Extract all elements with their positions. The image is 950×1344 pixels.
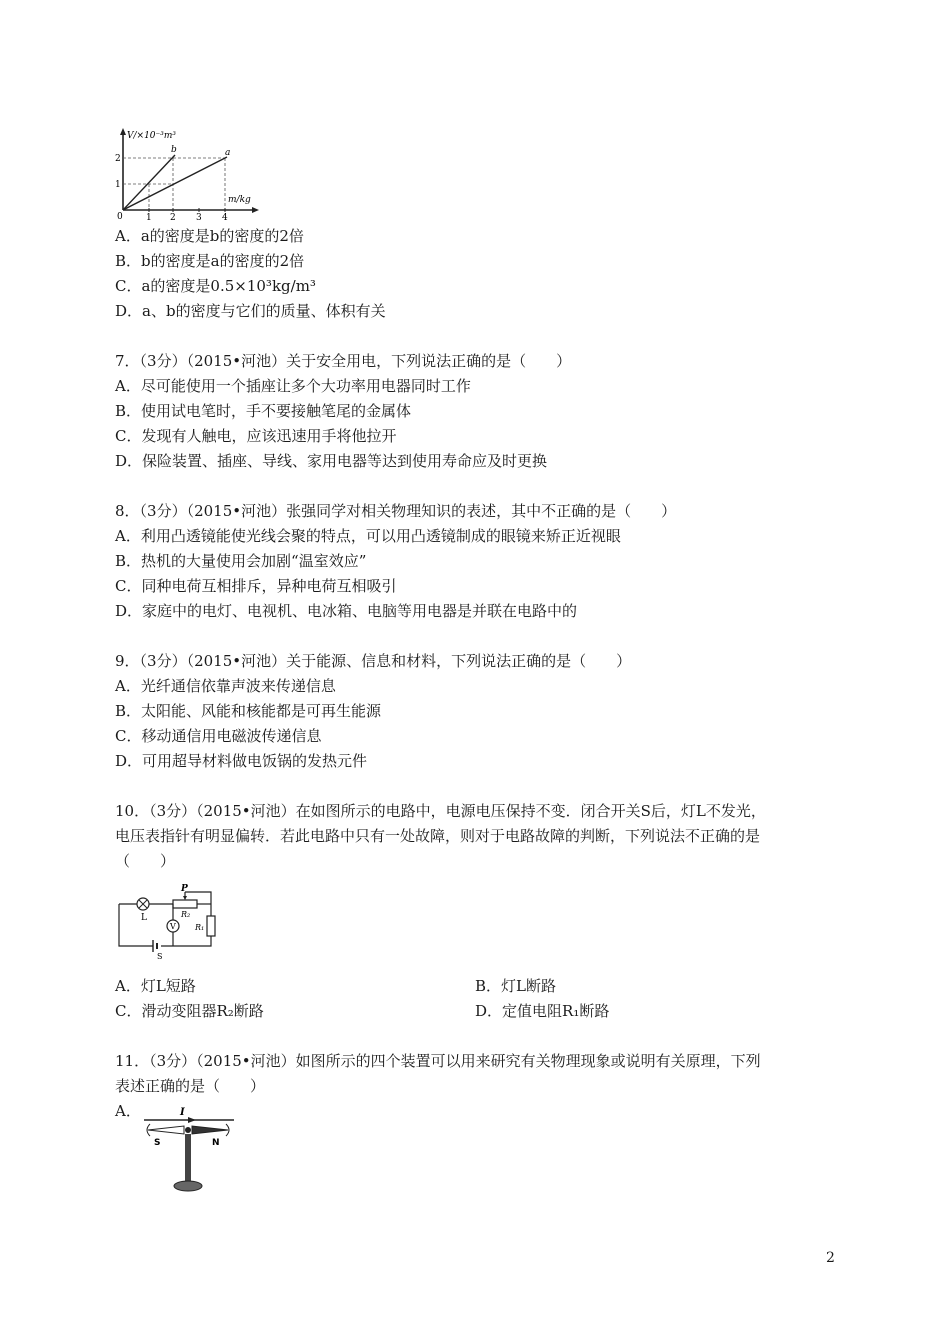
q6-option-a: A．a的密度是b的密度的2倍 <box>115 227 304 245</box>
q10-stem-line-3: （ ） <box>115 852 176 870</box>
q9-option-b: B．太阳能、风能和核能都是可再生能源 <box>115 702 382 720</box>
q7-option-a: A．尽可能使用一个插座让多个大功率用电器同时工作 <box>115 377 471 395</box>
r1-label: R₁ <box>195 923 205 932</box>
q7-option-c: C．发现有人触电，应该迅速用手将他拉开 <box>115 427 397 445</box>
north-pole-label: N <box>212 1138 220 1148</box>
q8-option-b: B．热机的大量使用会加剧“温室效应” <box>115 552 367 570</box>
q11-stem-line-2: 表述正确的是（ ） <box>115 1077 266 1095</box>
y-tick-label: 2 <box>115 154 121 164</box>
y-tick-label: 1 <box>115 180 121 190</box>
q8-option-a: A．利用凸透镜能使光线会聚的特点，可以用凸透镜制成的眼镜来矫正近视眼 <box>115 527 621 545</box>
x-tick-label: 4 <box>222 213 228 220</box>
x-tick-label: 1 <box>146 213 152 220</box>
q10-option-a: A．灯L短路 <box>115 977 196 995</box>
switch-label: S <box>157 952 163 960</box>
q9-option-a: A．光纤通信依靠声波来传递信息 <box>115 677 336 695</box>
q10-option-d: D．定值电阻R₁断路 <box>475 1002 610 1020</box>
circuit-diagram <box>113 884 225 960</box>
page-number: 2 <box>826 1250 835 1266</box>
y-axis-label: V/×10⁻³m³ <box>127 131 177 141</box>
q9-option-d: D．可用超导材料做电饭锅的发热元件 <box>115 752 368 770</box>
x-axis-label: m/kg <box>228 195 251 205</box>
current-label: I <box>180 1107 185 1118</box>
q7-option-d: D．保险装置、插座、导线、家用电器等达到使用寿命应及时更换 <box>115 452 548 470</box>
q6-option-d: D．a、b的密度与它们的质量、体积有关 <box>115 302 386 320</box>
south-pole-label: S <box>154 1138 161 1148</box>
q6-option-c: C．a的密度是0.5×10³kg/m³ <box>115 277 316 295</box>
q7-stem: 7．（3分）（2015•河池）关于安全用电，下列说法正确的是（ ） <box>115 352 572 370</box>
voltmeter-label: V <box>170 922 176 931</box>
r2-label: R₂ <box>181 910 191 919</box>
density-graph <box>113 128 263 220</box>
line-b-label: b <box>171 145 177 155</box>
q6-option-b: B．b的密度是a的密度的2倍 <box>115 252 305 270</box>
q8-stem: 8．（3分）（2015•河池）张强同学对相关物理知识的表述，其中不正确的是（ ） <box>115 502 677 520</box>
q9-option-c: C．移动通信用电磁波传递信息 <box>115 727 322 745</box>
line-a-label: a <box>225 148 231 158</box>
origin-label: 0 <box>117 212 123 220</box>
slider-label: P <box>181 884 188 894</box>
compass-wire-figure <box>140 1104 240 1196</box>
q10-stem-line-1: 10．（3分）（2015•河池）在如图所示的电路中，电源电压保持不变．闭合开关S后，灯L不发光， <box>115 802 766 820</box>
q7-option-b: B．使用试电笔时，手不要接触笔尾的金属体 <box>115 402 412 420</box>
q8-option-d: D．家庭中的电灯、电视机、电冰箱、电脑等用电器是并联在电路中的 <box>115 602 578 620</box>
q10-option-c: C．滑动变阻器R₂断路 <box>115 1002 264 1020</box>
q10-option-b: B．灯L断路 <box>475 977 556 995</box>
q10-stem-line-2: 电压表指针有明显偏转．若此电路中只有一处故障，则对于电路故障的判断，下列说法不正确的是 <box>115 827 761 845</box>
q11-stem-line-1: 11．（3分）（2015•河池）如图所示的四个装置可以用来研究有关物理现象或说明有关原理，下列 <box>115 1052 761 1070</box>
q9-stem: 9．（3分）（2015•河池）关于能源、信息和材料，下列说法正确的是（ ） <box>115 652 632 670</box>
lamp-label: L <box>141 913 147 923</box>
q8-option-c: C．同种电荷互相排斥，异种电荷互相吸引 <box>115 577 397 595</box>
x-tick-label: 2 <box>170 213 176 220</box>
q11-option-a-label: A． <box>115 1102 141 1120</box>
x-tick-label: 3 <box>196 213 202 220</box>
